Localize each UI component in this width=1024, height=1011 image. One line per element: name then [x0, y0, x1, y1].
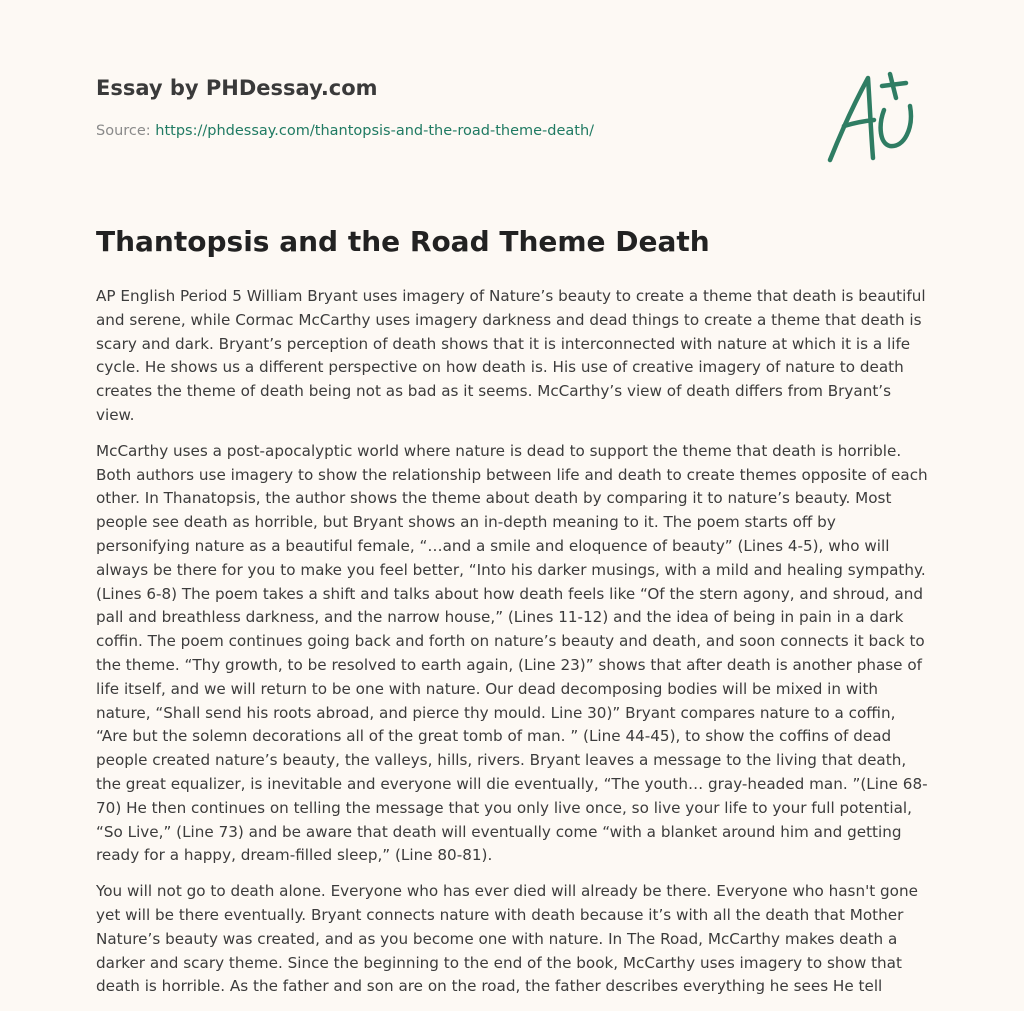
- essay-title: Thantopsis and the Road Theme Death: [96, 225, 710, 258]
- source-label: Source:: [96, 123, 156, 139]
- essay-paragraph-2: McCarthy uses a post-apocalyptic world where nature is dead to support the theme that death is horrible. Both authors use imagery to show the relationship between life and death to create themes opposite of each other. In Thanatopsis, the author shows the theme about death by comparing it to nature’s beauty. Most people see death as horrible, but Bryant shows an in-depth meaning to it. The poem starts off by personifying nature as a beautiful female, “…and a smile and eloquence of beauty” (Lines 4-5), who will always be there for you to make you feel better, “Into his darker musings, with a mild and healing sympathy. (Lines 6-8) The poem takes a shift and talks about how death feels like “Of the stern agony, and shroud, and pall and breathless darkness, and the narrow house,” (Lines 11-12) and the idea of being in pain in a dark coffin. The poem continues going back and forth on nature’s beauty and death, and soon connects it back to the theme. “Thy growth, to be resolved to earth again, (Line 23)” shows that after death is another phase of life itself, and we will return to be one with nature. Our dead decomposing bodies will be mixed in with nature, “Shall send his roots abroad, and pierce thy mould. Line 30)” Bryant compares nature to a coffin, “Are but the solemn decorations all of the great tomb of man. ” (Line 44-45), to show the coffins of dead people created nature’s beauty, the valleys, hills, rivers. Bryant leaves a message to the living that death, the great equalizer, is inevitable and everyone will die eventually, “The youth… gray-headed man. ”(Line 68-70) He then continues on telling the message that you only live once, so live your life to your full potential, “So Live,” (Line 73) and be aware that death will eventually come “with a blanket around him and getting ready for a happy, dream-filled sleep,” (Line 80-81).: [96, 441, 928, 865]
- site-header-title: Essay by PHDessay.com: [96, 76, 378, 100]
- essay-body: [96, 285, 928, 1011]
- essay-paragraph-1: AP English Period 5 William Bryant uses imagery of Nature’s beauty to create a theme that death is beautiful and serene, while Cormac McCarthy uses imagery darkness and dead things to create a theme that death is scary and dark. Bryant’s perception of death shows that it is interconnected with nature at which it is a life cycle. He shows us a different perspective on how death is. His use of creative imagery of nature to death creates the theme of death being not as bad as it seems. McCarthy’s view of death differs from Bryant’s view.: [96, 287, 926, 424]
- source-link[interactable]: https://phdessay.com/thantopsis-and-the-road-theme-death/: [155, 123, 595, 139]
- essay-paragraph-3: You will not go to death alone. Everyone who has ever died will already be there. Everyone who hasn't gone yet will be there eventually. Bryant connects nature with death because it’s with all the death that Mother Nature’s beauty was created, and as you become one with nature. In The Road, McCarthy makes death a darker and scary theme. Since the beginning to the end of the book, McCarthy uses imagery to show that death is horrible. As the father and son are on the road, the father describes everything he sees He tell: [96, 882, 918, 996]
- a-plus-logo-icon: [824, 68, 928, 164]
- source-line: [96, 123, 594, 139]
